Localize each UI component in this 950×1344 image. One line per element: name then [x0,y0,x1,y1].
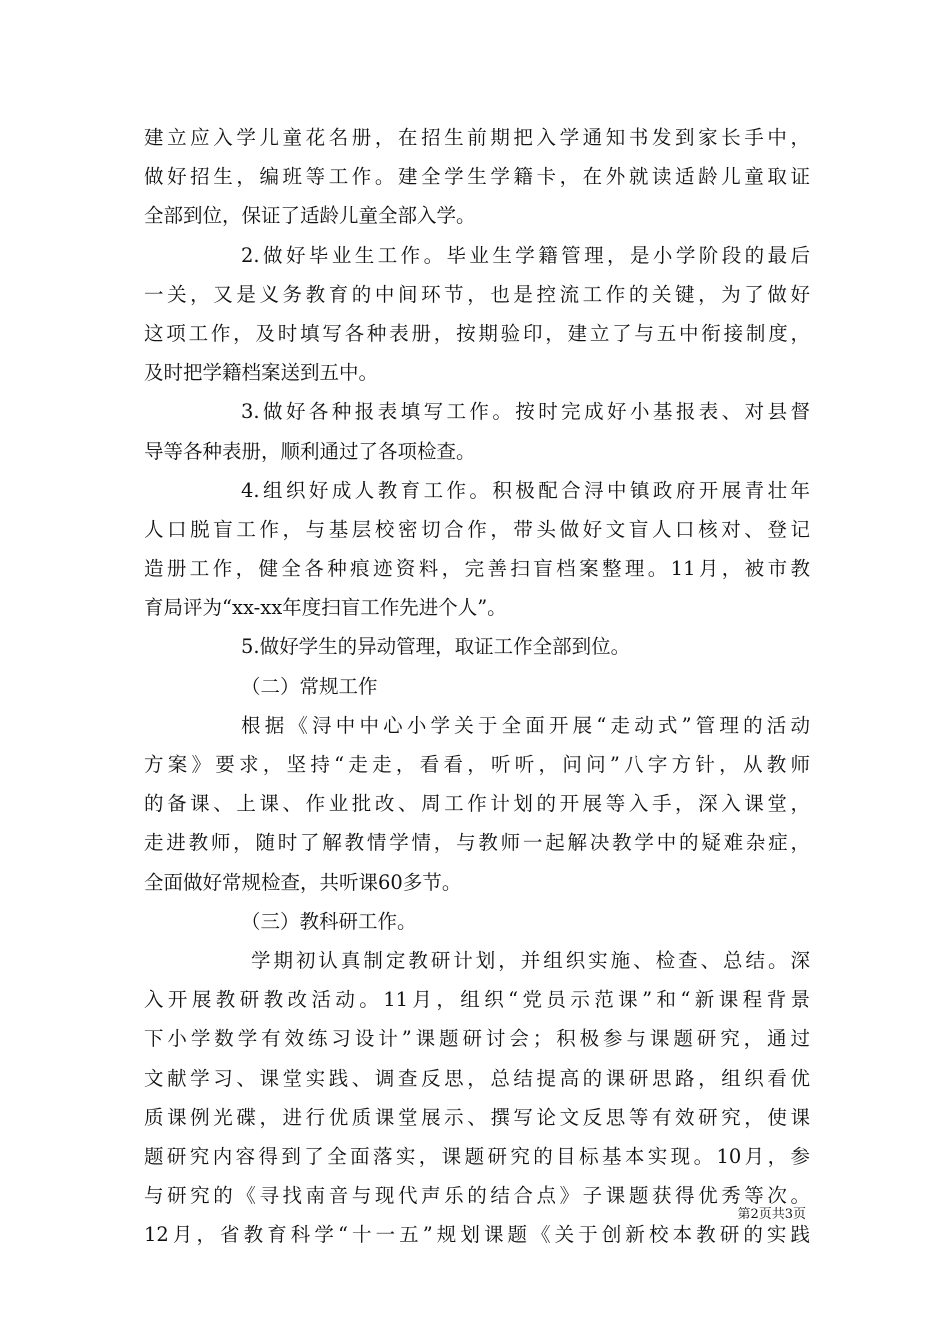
text-line: 质课例光碟，进行优质课堂展示、撰写论文反思等有效研究，使课 [144,1105,810,1129]
text-line: 12月，省教育科学“十一五”规划课题《关于创新校本教研的实践 [144,1223,810,1247]
text-line: 走进教师，随时了解教情学情，与教师一起解决教学中的疑难杂症， [144,831,810,855]
paragraph-start-line: 5.做好学生的异动管理，取证工作全部到位。 [241,635,631,659]
text-line: 与研究的《寻找南音与现代声乐的结合点》子课题获得优秀等次。 [144,1184,810,1208]
text-line: 全部到位，保证了适龄儿童全部入学。 [144,204,476,228]
text-line: 人口脱盲工作，与基层校密切合作，带头做好文盲人口核对、登记 [144,517,810,541]
text-line: 导等各种表册，顺利通过了各项检查。 [144,439,476,463]
text-line: 育局评为“xx-xx年度扫盲工作先进个人”。 [144,596,507,620]
text-line: 建立应入学儿童花名册，在招生前期把入学通知书发到家长手中， [144,126,810,149]
text-line: 及时把学籍档案送到五中。 [144,361,379,385]
text-line: 文献学习、课堂实践、调查反思，总结提高的课研思路，组织看优 [144,1066,810,1090]
text-line: 做好招生，编班等工作。建全学生学籍卡，在外就读适龄儿童取证 [144,165,810,189]
section-heading: （三）教科研工作。 [241,909,417,933]
page-number: 第2页共3页 [737,1207,806,1222]
text-line: 方案》要求，坚持“走走，看看，听听，问问”八字方针，从教师 [144,753,810,776]
paragraph-start-line: 学期初认真制定教研计划，并组织实施、检查、总结。深 [251,948,810,972]
text-line: 下小学数学有效练习设计”课题研讨会；积极参与课题研究，通过 [144,1027,810,1051]
text-line: 的备课、上课、作业批改、周工作计划的开展等入手，深入课堂， [144,792,810,816]
text-line: 一关，又是义务教育的中间环节，也是控流工作的关键，为了做好 [144,282,810,306]
text-line: 造册工作，健全各种痕迹资料，完善扫盲档案整理。11月，被市教 [144,557,810,581]
paragraph-start-line: 根据《浔中中心小学关于全面开展“走动式”管理的活动 [241,713,810,737]
section-heading: （二）常规工作 [241,674,378,698]
text-line: 入开展教研教改活动。11月，组织“党员示范课”和“新课程背景 [144,988,810,1012]
text-line: 这项工作，及时填写各种表册，按期验印，建立了与五中衔接制度， [144,321,810,345]
text-line: 题研究内容得到了全面落实，课题研究的目标基本实现。10月，参 [144,1144,810,1168]
paragraph-start-line: 4.组织好成人教育工作。积极配合浔中镇政府开展青壮年 [241,478,810,502]
text-line: 全面做好常规检查，共听课60多节。 [144,870,462,894]
paragraph-start-line: 2.做好毕业生工作。毕业生学籍管理，是小学阶段的最后 [241,243,810,267]
document-body [144,118,810,1254]
paragraph-start-line: 3.做好各种报表填写工作。按时完成好小基报表、对县督 [241,400,810,424]
